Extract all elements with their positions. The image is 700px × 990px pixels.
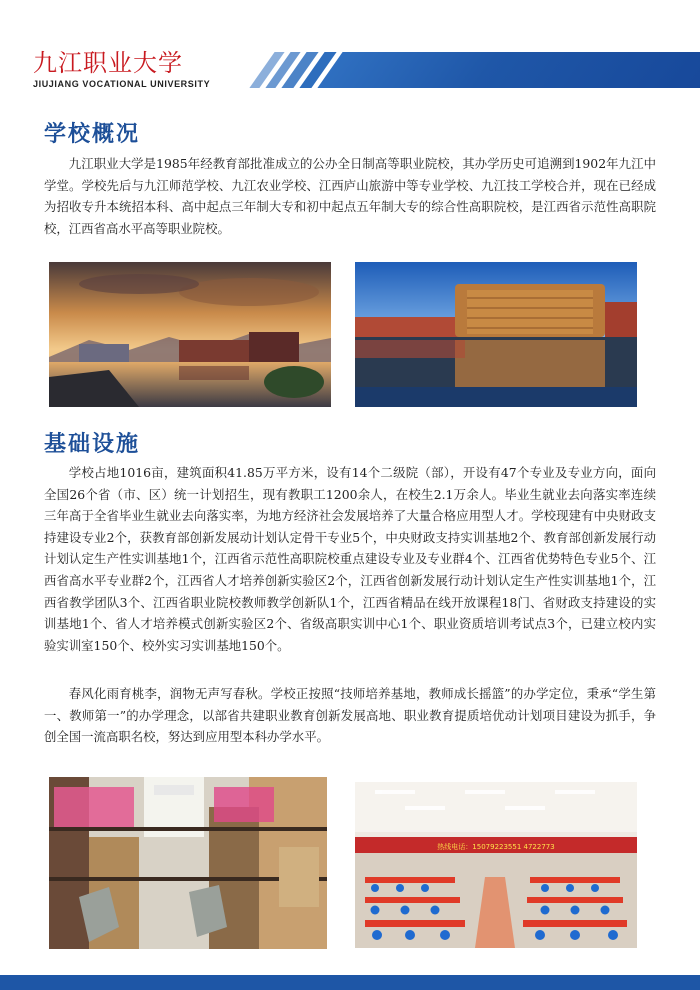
dormitory-photo xyxy=(49,777,327,949)
facilities-paragraph-2: 春风化雨育桃李，润物无声写春秋。学校正按照“技师培养基地，教师成长摇篮”的办学定位，秉承“学生第一、教师第一”的办学理念，以部省共建职业教育创新发展高地、职业教育提质培优动计划项目建设为抓手，争创全国一流高职名校，努达到应用型本科办学水平。 xyxy=(44,686,656,745)
page-header xyxy=(0,0,700,100)
header-band xyxy=(317,52,700,88)
facilities-paragraph-1: 学校占地1016亩，建筑面积41.85万平方米，设有14个二级院（部），开设有47个专业及专业方向，面向全国26个省（市、区）统一计划招生，现有教职工1200余人，在校生2.1万余人。毕业生就业去向落实率连续三年高于全省毕业生就业去向落实率，为地方经济社会发展培养了大量合格应用型人才。学校现建有中央财政支持建设专业2个，获教育部创新发展动计划认定骨干专业5个，中央财政支持实训基地2个、教育部创新发展行动计划认定生产性实训基地1个，江西省示范性高职院校重点建设专业及专业群4个、江西省优势特色专业5个、江西省高水平专业群2个，江西省人才培养创新实验区2个，江西省创新发展行动计划认定生产性实训基地1个，江西省教学团队3个、江西省职业院校教师教学创新队1个，江西省精品在线开放课程18门、省财政支持建设的实训基地1个、省人才培养模式创新实验区2个、省级高职实训中心1个、职业资质培训考试点3个，已建立校内实验实训室150个、校外实习实训基地150个。 xyxy=(44,465,656,653)
canteen-photo xyxy=(355,782,637,948)
campus-sunset-illustration xyxy=(49,262,331,407)
school-name-en: JIUJIANG VOCATIONAL UNIVERSITY xyxy=(33,79,211,89)
page-footer-band xyxy=(0,975,700,990)
overview-paragraph: 九江职业大学是1985年经教育部批准成立的公办全日制高等职业院校，其办学历史可追溯到1902年九江中学堂。学校先后与九江师范学校、九江农业学校、江西庐山旅游中等专业学校、九江技工学校合并，现在已经成为招收专升本统招本科、高中起点三年制大专和初中起点五年制大专的综合性高职院校，是江西省示范性高职院校，江西省高水平高等职业院校。 xyxy=(44,156,656,236)
canteen-illustration xyxy=(355,782,637,948)
section-title-facilities: 基础设施 xyxy=(44,432,141,457)
dormitory-illustration xyxy=(49,777,327,949)
library-reflection-photo xyxy=(355,262,637,407)
school-name-cn: 九江职业大学 xyxy=(33,49,183,77)
campus-sunset-photo xyxy=(49,262,331,407)
section-title-overview: 学校概况 xyxy=(44,122,141,147)
canteen-banner-text: 热线电话：15079223551 4722773 xyxy=(437,843,555,851)
library-reflection-illustration xyxy=(355,262,637,407)
